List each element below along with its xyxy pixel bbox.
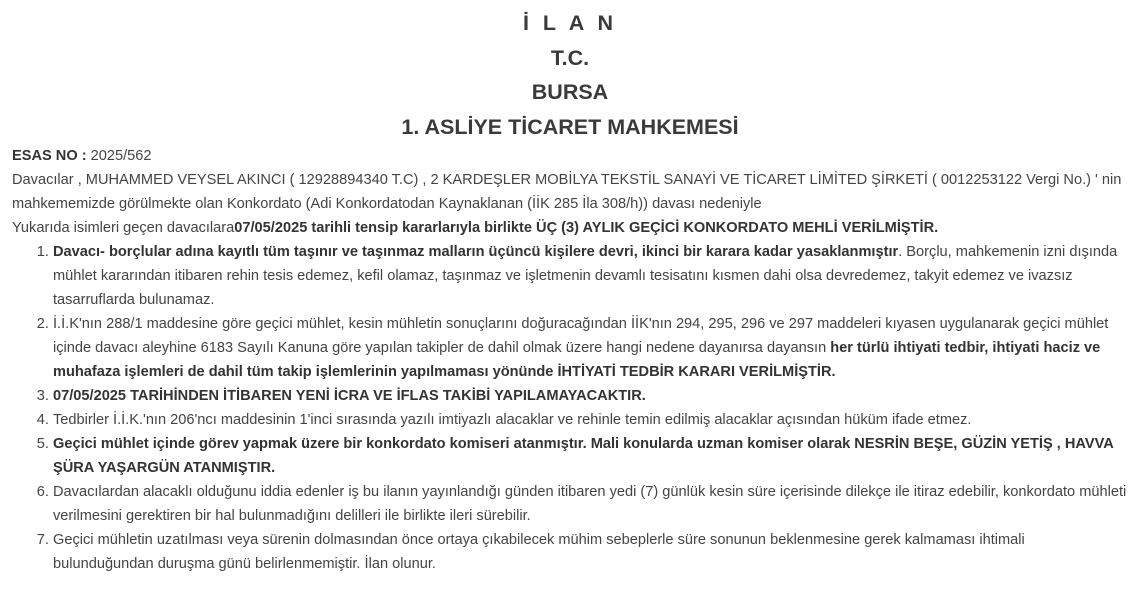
list-item-bold: Davacı- borçlular adına kayıtlı tüm taşınır ve taşınmaz malların üçüncü kişilere devri, ikinci bir karara kadar yasaklanmıştır: [53, 244, 899, 260]
list-item-text: İ.İ.K'nın 288/1 maddesine göre geçici mühlet, kesin mühletin sonuçlarını doğuracağından İİK'nın 294, 295, 296 ve 297 maddeleri kıyasen uygulanarak geçici mühlet içinde davacı aleyhine 6183 Sayılı Kanuna göre yapılan takipler de dahil olmak üzere hangi nedene dayanırsa dayansın: [53, 316, 1109, 356]
city-name: BURSA: [531, 80, 609, 104]
case-number-value: 2025/562: [86, 148, 152, 164]
court-name: 1. ASLİYE TİCARET MAHKEMESİ: [401, 114, 739, 139]
decision-summary-bold: 07/05/2025 tarihli tensip kararlarıyla birlikte ÜÇ (3) AYLIK GEÇİCİ KONKORDATO MEHLİ VERİLMİŞTİR.: [234, 220, 939, 236]
list-item-text: . Borçlu, mahkemenin izni dışında mühlet kararından itibaren rehin tesis edemez, kefil olamaz, taşınmaz ve işletmenin devamlı tesisatını kısmen dahi olsa devredemez, takyit edemez ve ivazsız tasarruflarda bulunamaz.: [53, 244, 1118, 308]
list-item: [53, 408, 1128, 432]
list-item-text: Geçici mühletin uzatılması veya sürenin dolmasından önce ortaya çıkabilecek mühim sebeplerle süre sonunun beklenmesine gerek kalmaması ihtimali bulunduğundan duruşma günü belirlenmemiştir. İlan olunur.: [53, 532, 1025, 572]
plaintiffs-paragraph: Davacılar , MUHAMMED VEYSEL AKINCI ( 12928894340 T.C) , 2 KARDEŞLER MOBİLYA TEKSTİL SANAYİ VE TİCARET LİMİTED ŞİRKETİ ( 0012253122 Vergi No.) ' nin mahkememizde görülmekte olan Konkordato (Adi Konkordatodan Kaynaklanan (İİK 285 İla 308/h)) davası nedeniyle: [12, 172, 1122, 212]
list-item-bold: 07/05/2025 TARİHİNDEN İTİBAREN YENİ İCRA VE İFLAS TAKİBİ YAPILAMAYACAKTIR.: [53, 388, 646, 404]
list-item: [53, 384, 1128, 408]
republic-abbreviation: T.C.: [550, 45, 590, 70]
decision-summary-text: Yukarıda isimleri geçen davacılara: [12, 220, 235, 236]
case-number-label: ESAS NO :: [12, 148, 87, 164]
list-item-bold: Geçici mühlet içinde görev yapmak üzere bir konkordato komiseri atanmıştır. Mali konularda uzman komiser olarak NESRİN BEŞE, GÜZİN YETİŞ , HAVVA ŞÜRA YAŞARGÜN ATANMIŞTIR.: [53, 436, 1114, 476]
list-item-bold: her türlü ihtiyati tedbir, ihtiyati haciz ve muhafaza işlemleri de dahil tüm takip işlemlerinin yapılmaması yönünde İHTİYATİ TEDBİR KARARI VERİLMİŞTİR.: [53, 340, 1101, 380]
list-item: [53, 240, 1128, 312]
announcement-heading: İ L A N: [522, 11, 618, 35]
decision-list: [12, 240, 1128, 576]
list-item: [53, 528, 1128, 576]
list-item-text: Tedbirler İ.İ.K.'nın 206'ncı maddesinin 1'inci sırasında yazılı imtiyazlı alacaklar ve rehinle temin edilmiş alacaklar açısından hüküm ifade etmez.: [53, 412, 972, 428]
list-item: [53, 480, 1128, 528]
list-item: [53, 312, 1128, 384]
case-number-line: [12, 144, 1128, 168]
decision-summary: [12, 216, 1128, 240]
list-item: [53, 432, 1128, 480]
list-item-text: Davacılardan alacaklı olduğunu iddia edenler iş bu ilanın yayınlandığı günden itibaren yedi (7) günlük kesin süre içerisinde dilekçe ile itiraz edebilir, konkordato mühleti verilmesini gerektiren bir hal bulunmadığını delilleri ile birlikte ileri sürebilir.: [53, 484, 1127, 524]
